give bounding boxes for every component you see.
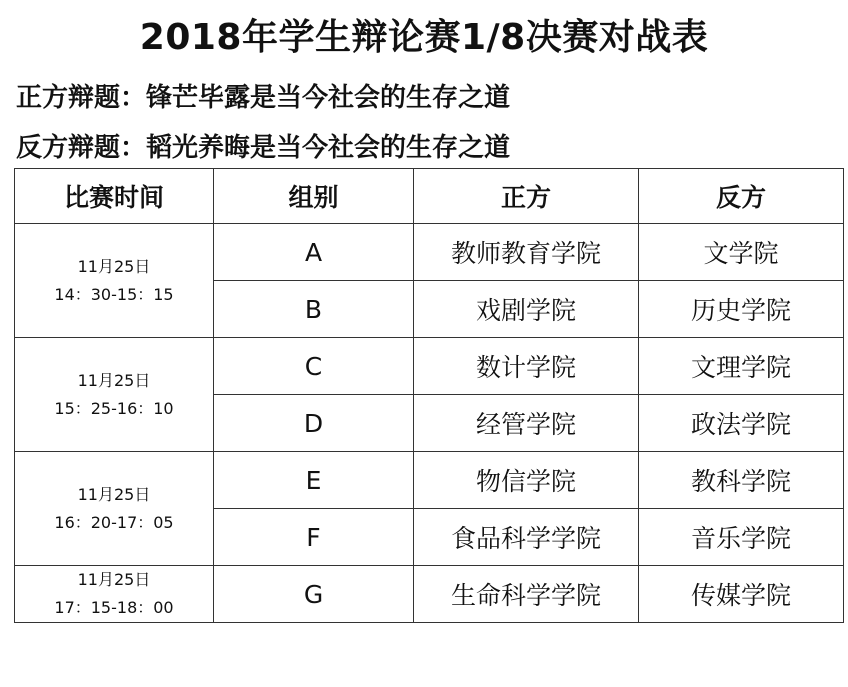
- match-date: 11月25日: [77, 256, 151, 276]
- match-date: 11月25日: [77, 570, 151, 589]
- con-team-cell: 政法学院: [639, 395, 844, 452]
- table-header-row: [15, 169, 844, 224]
- table-row: [15, 566, 844, 623]
- header-match-time: 比赛时间: [15, 169, 214, 224]
- pro-team-cell: 食品科学学院: [414, 509, 639, 566]
- con-team-cell: 传媒学院: [639, 566, 844, 623]
- con-topic: 反方辩题：韬光养晦是当今社会的生存之道: [16, 133, 511, 163]
- header-group: 组别: [214, 169, 414, 224]
- pro-team-cell: 戏剧学院: [414, 281, 639, 338]
- match-time-range: 16：20-17：05: [54, 512, 174, 532]
- group-cell: B: [214, 281, 414, 338]
- group-cell: C: [214, 338, 414, 395]
- header-con-side: 反方: [639, 169, 844, 224]
- pro-team-cell: 教师教育学院: [414, 224, 639, 281]
- pro-team-cell: 数计学院: [414, 338, 639, 395]
- con-team-cell: 文理学院: [639, 338, 844, 395]
- match-time-cell: [15, 224, 214, 338]
- con-team-cell: 音乐学院: [639, 509, 844, 566]
- group-cell: D: [214, 395, 414, 452]
- group-cell: A: [214, 224, 414, 281]
- group-cell: F: [214, 509, 414, 566]
- pro-topic: 正方辩题：锋芒毕露是当今社会的生存之道: [16, 83, 511, 113]
- group-cell: E: [214, 452, 414, 509]
- group-cell: G: [214, 566, 414, 623]
- match-schedule-table: [14, 168, 844, 623]
- match-date: 11月25日: [77, 370, 151, 390]
- pro-team-cell: 生命科学学院: [414, 566, 639, 623]
- match-time-range: 17：15-18：00: [54, 598, 174, 617]
- match-time-cell: [15, 566, 214, 623]
- con-team-cell: 教科学院: [639, 452, 844, 509]
- header-pro-side: 正方: [414, 169, 639, 224]
- match-date: 11月25日: [77, 484, 151, 504]
- page-title: 2018年学生辩论赛1/8决赛对战表: [139, 17, 709, 58]
- pro-team-cell: 物信学院: [414, 452, 639, 509]
- match-time-range: 15：25-16：10: [54, 398, 174, 418]
- con-team-cell: 历史学院: [639, 281, 844, 338]
- con-team-cell: 文学院: [639, 224, 844, 281]
- match-time-cell: [15, 338, 214, 452]
- table-row: [15, 452, 844, 509]
- table-row: [15, 338, 844, 395]
- match-time-range: 14：30-15：15: [54, 284, 174, 304]
- match-time-cell: [15, 452, 214, 566]
- table-row: [15, 224, 844, 281]
- pro-team-cell: 经管学院: [414, 395, 639, 452]
